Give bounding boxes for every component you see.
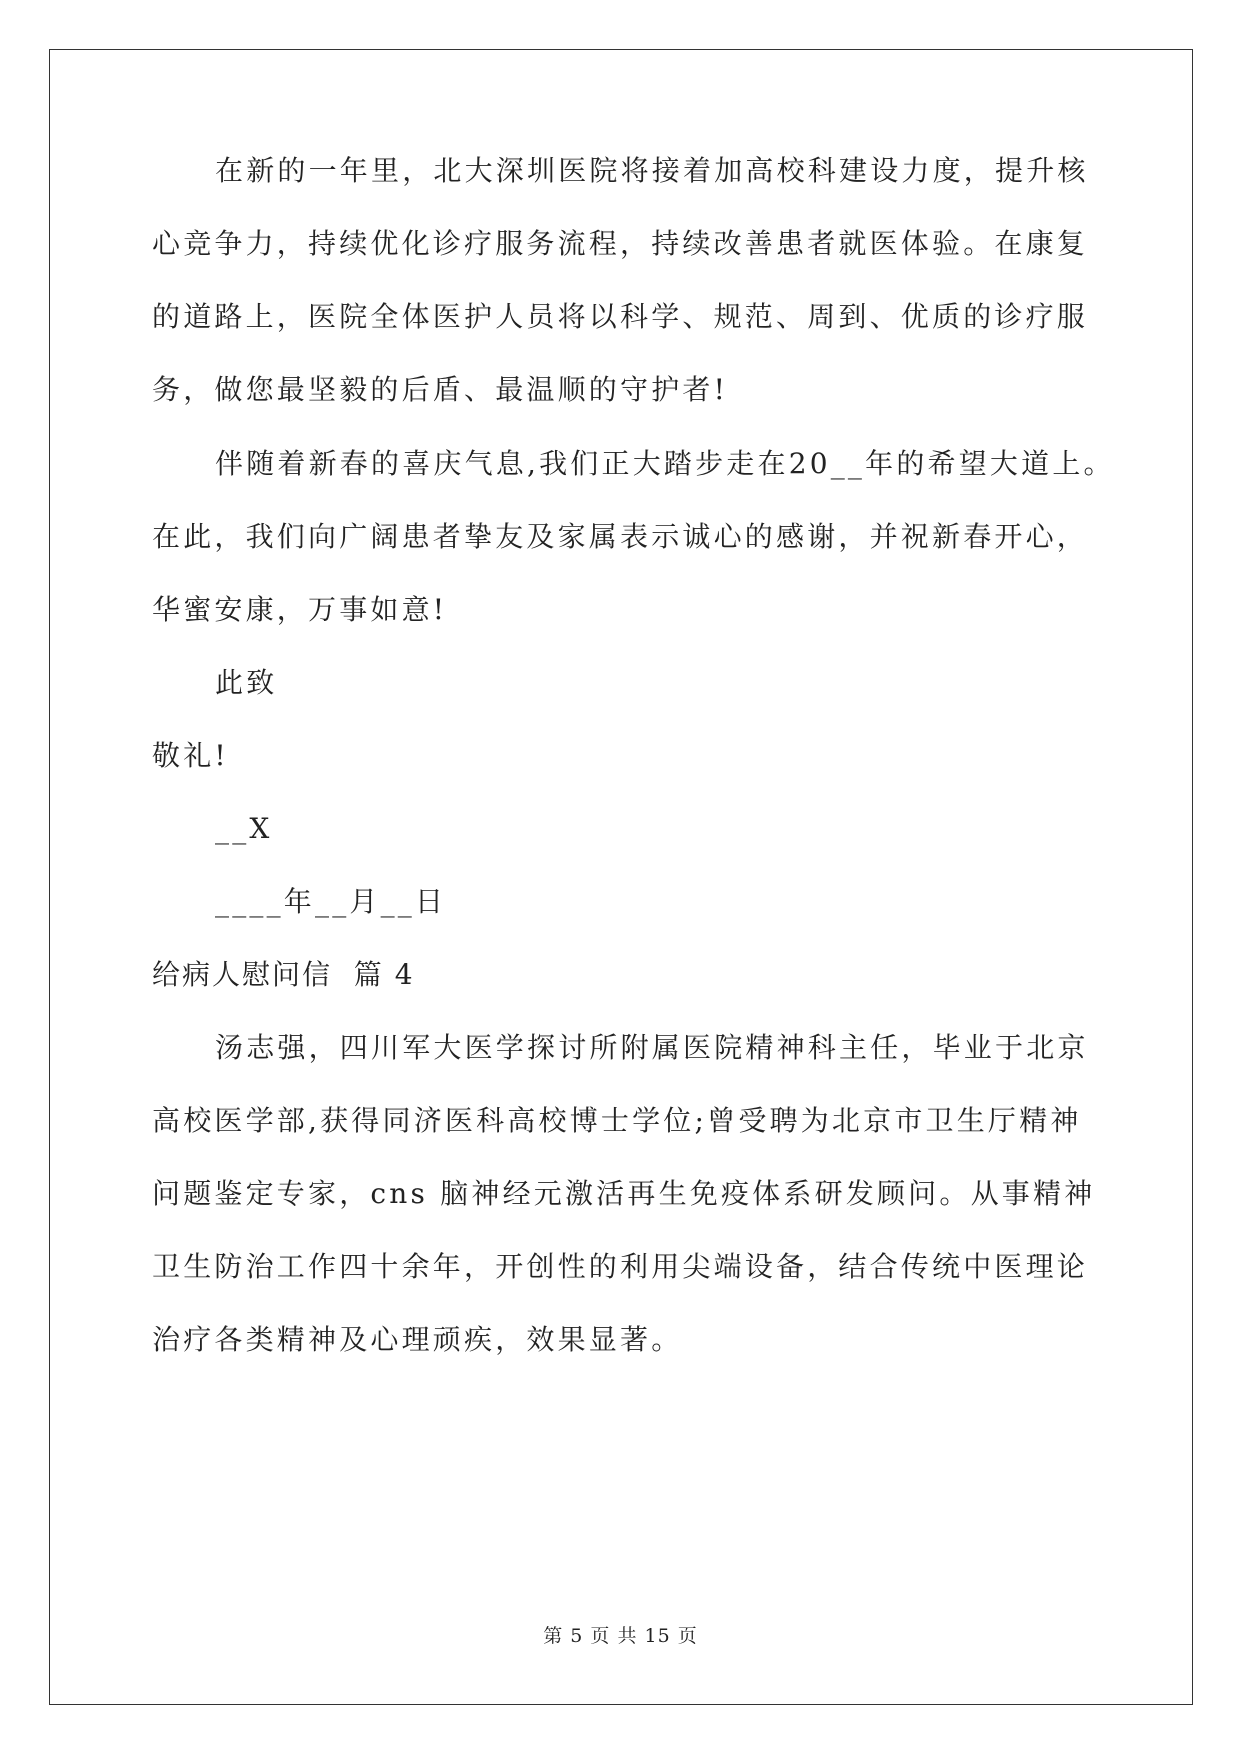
paragraph-1-line-2: 心竞争力，持续优化诊疗服务流程，持续改善患者就医体验。在康复: [152, 227, 1089, 260]
salutation: 此致: [215, 666, 278, 699]
biography-line-5: 治疗各类精神及心理顽疾，效果显著。: [152, 1323, 683, 1356]
biography-line-1: 汤志强，四川军大医学探讨所附属医院精神科主任，毕业于北京: [215, 1031, 1089, 1064]
paragraph-2-line-1: 伴随着新春的喜庆气息,我们正大踏步走在20__年的希望大道上。: [215, 447, 1115, 480]
section-heading: 给病人慰问信 篇 4: [152, 958, 415, 991]
paragraph-1-line-4: 务，做您最坚毅的后盾、最温顺的守护者!: [152, 373, 729, 406]
biography-line-3: 问题鉴定专家，cns 脑神经元激活再生免疫体系研发顾问。从事精神: [152, 1177, 1096, 1210]
paragraph-1-line-3: 的道路上，医院全体医护人员将以科学、规范、周到、优质的诊疗服: [152, 300, 1089, 333]
page-number: 第 5 页 共 15 页: [543, 1625, 698, 1647]
paragraph-1-line-1: 在新的一年里，北大深圳医院将接着加高校科建设力度，提升核: [215, 154, 1089, 187]
closing: 敬礼!: [152, 739, 229, 772]
signature: __X: [215, 812, 273, 845]
page-border: [49, 49, 1193, 1705]
paragraph-2-line-3: 华蜜安康，万事如意!: [152, 593, 448, 626]
paragraph-2-line-2: 在此，我们向广阔患者挚友及家属表示诚心的感谢，并祝新春开心，: [152, 520, 1089, 553]
date-line: ____年__月__日: [215, 885, 447, 918]
biography-line-4: 卫生防治工作四十余年，开创性的利用尖端设备，结合传统中医理论: [152, 1250, 1089, 1283]
biography-line-2: 高校医学部,获得同济医科高校博士学位;曾受聘为北京市卫生厅精神: [152, 1104, 1082, 1137]
